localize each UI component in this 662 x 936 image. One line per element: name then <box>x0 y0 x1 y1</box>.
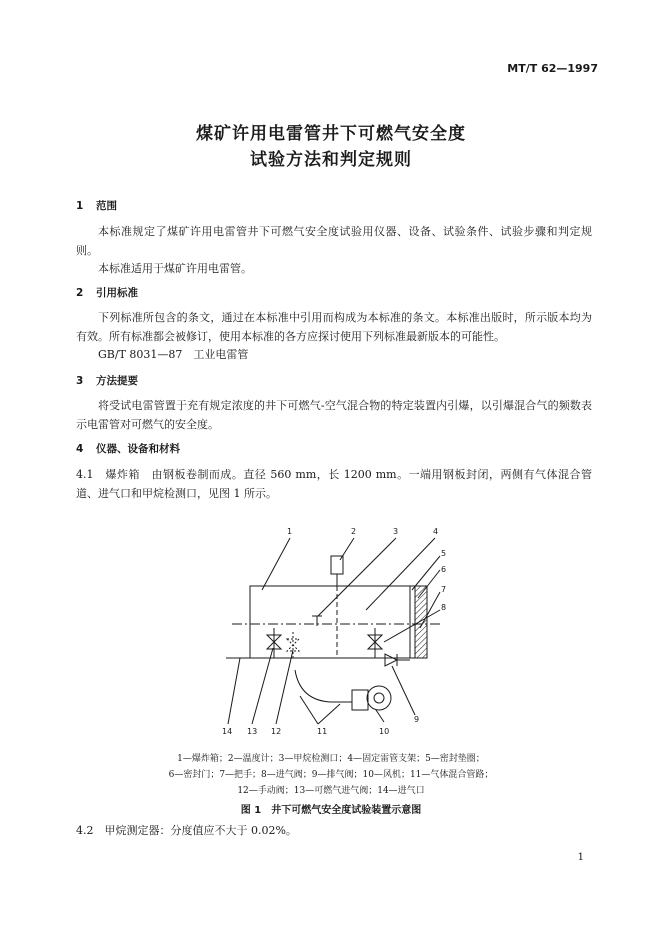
figure-1-diagram <box>0 520 662 745</box>
figure-label-2: 2 <box>351 527 357 536</box>
section-2-heading <box>76 285 138 300</box>
section-4-heading <box>76 441 180 456</box>
figure-label-5: 5 <box>441 549 447 558</box>
figure-label-11: 11 <box>317 727 328 736</box>
section-number: 1 <box>76 200 84 212</box>
fan-rotor <box>374 693 384 703</box>
clause-4-2: 4.2 甲烷测定器：分度值应不大于 0.02%。 <box>76 824 297 837</box>
figure-label-3: 3 <box>393 527 399 536</box>
clause-4-1: 4.1 爆炸箱 由钢板卷制而成。直径 560 mm，长 1200 mm。一端用钢板封闭，两侧有气体混合管道、进气口和甲烷检测口，见图 1 所示。 <box>76 468 592 500</box>
section-2-paragraph-1: 下列标准所包含的条文，通过在本标准中引用而构成为本标准的条文。本标准出版时，所示版本均为有效。所有标准都会被修订，使用本标准的各方应探讨使用下列标准最新版本的可能性。 <box>76 311 592 343</box>
section-1-heading <box>76 198 117 213</box>
exhaust-valve-9 <box>385 654 397 666</box>
standard-code: MT/T 62—1997 <box>507 62 598 75</box>
page-number: 1 <box>577 852 584 863</box>
figure-label-13: 13 <box>247 727 258 736</box>
section-title: 方法提要 <box>96 375 138 387</box>
fan-motor <box>352 690 368 710</box>
figure-label-10: 10 <box>379 727 390 736</box>
figure-label-12: 12 <box>271 727 282 736</box>
figure-label-9: 9 <box>414 715 420 724</box>
section-number: 2 <box>76 287 84 299</box>
section-title: 引用标准 <box>96 287 138 299</box>
figure-label-1: 1 <box>287 527 293 536</box>
figure-legend-line3: 12—手动阀；13—可燃气进气阀；14—进气口 <box>237 786 425 796</box>
seal-gasket <box>410 586 415 658</box>
figure-label-14: 14 <box>222 727 233 736</box>
figure-label-4: 4 <box>433 527 439 536</box>
explosion-box <box>250 586 415 658</box>
figure-label-7: 7 <box>441 585 447 594</box>
section-2-reference: GB/T 8031—87 工业电雷管 <box>98 348 249 361</box>
document-title-line1: 煤矿许用电雷管井下可燃气安全度 <box>196 124 466 144</box>
gas-mixing-pipe <box>295 670 352 702</box>
fan-housing <box>367 686 391 710</box>
section-title: 仪器、设备和材料 <box>96 443 180 455</box>
document-title-line2: 试验方法和判定规则 <box>250 150 412 170</box>
figure-label-8: 8 <box>441 603 447 612</box>
figure-caption: 图 1 井下可燃气安全度试验装置示意图 <box>240 805 422 816</box>
section-1-paragraph-1: 本标准规定了煤矿许用电雷管井下可燃气安全度试验用仪器、设备、试验条件、试验步骤和判定规则。 <box>76 225 592 257</box>
figure-legend-line1: 1—爆炸箱；2—温度计；3—甲烷检测口；4—固定雷管支架；5—密封垫圈； <box>177 754 485 764</box>
figure-label-6: 6 <box>441 565 447 574</box>
sealed-door <box>415 586 427 658</box>
figure-legend-line2: 6—密封门；7—把手；8—进气阀；9—排气阀；10—风机；11—气体混合管路； <box>168 770 494 780</box>
section-3-paragraph-1: 将受试电雷管置于充有规定浓度的井下可燃气-空气混合物的特定装置内引爆，以引爆混合气的频数表示电雷管对可燃气的安全度。 <box>76 399 592 431</box>
section-title: 范围 <box>96 200 117 212</box>
section-number: 4 <box>76 443 84 455</box>
section-3-heading <box>76 373 138 388</box>
section-number: 3 <box>76 375 84 387</box>
section-1-paragraph-2: 本标准适用于煤矿许用电雷管。 <box>98 262 252 275</box>
